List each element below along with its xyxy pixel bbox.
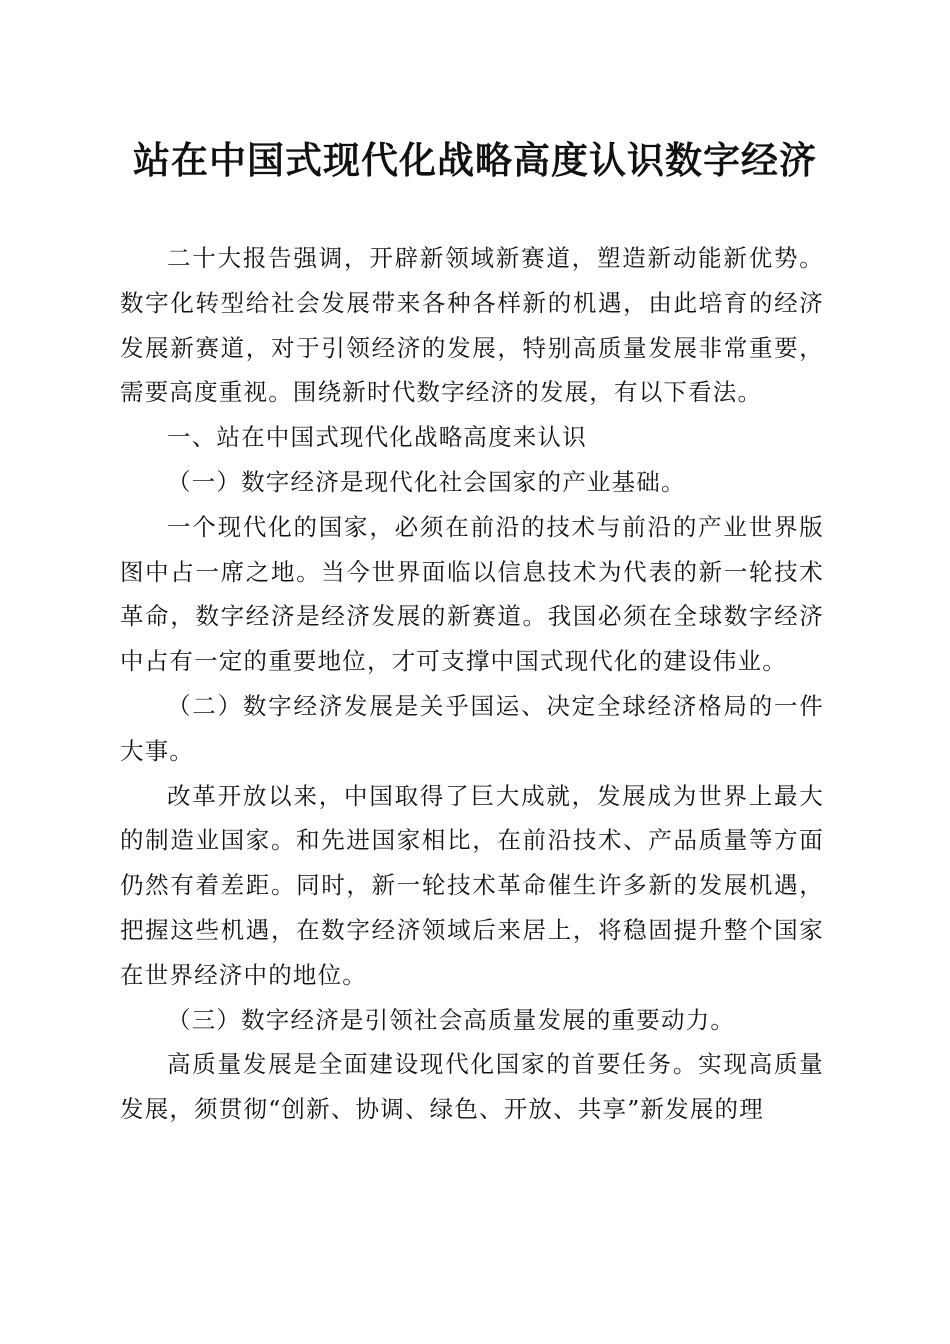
subheading-2: （二）数字经济发展是关乎国运、决定全球经济格局的一件大事。 bbox=[120, 691, 824, 765]
subheading-1: （一）数字经济是现代化社会国家的产业基础。 bbox=[167, 467, 686, 496]
paragraph-3: 高质量发展是全面建设现代化国家的首要任务。实现高质量发展，须贯彻“创新、协调、绿色、开放、共享”新发展的理 bbox=[120, 1050, 824, 1124]
document-body bbox=[120, 236, 824, 1132]
document-title: 站在中国式现代化战略高度认识数字经济 bbox=[133, 138, 817, 182]
paragraph-1: 一个现代化的国家，必须在前沿的技术与前沿的产业世界版图中占一席之地。当今世界面临以信息技术为代表的新一轮技术革命，数字经济是经济发展的新赛道。我国必须在全球数字经济中占有一定的重要地位，才可支撑中国式现代化的建设伟业。 bbox=[120, 512, 824, 676]
section-heading-1: 一、站在中国式现代化战略高度来认识 bbox=[167, 423, 587, 452]
subheading-3: （三）数字经济是引领社会高质量发展的重要动力。 bbox=[167, 1005, 736, 1034]
paragraph-2: 改革开放以来，中国取得了巨大成就，发展成为世界上最大的制造业国家。和先进国家相比，在前沿技术、产品质量等方面仍然有着差距。同时，新一轮技术革命催生许多新的发展机遇，把握这些机遇，在数字经济领域后来居上，将稳固提升整个国家在世界经济中的地位。 bbox=[120, 781, 824, 989]
paragraph-intro: 二十大报告强调，开辟新领域新赛道，塑造新动能新优势。数字化转型给社会发展带来各种各样新的机遇，由此培育的经济发展新赛道，对于引领经济的发展，特别高质量发展非常重要，需要高度重视。围绕新时代数字经济的发展，有以下看法。 bbox=[120, 244, 824, 407]
